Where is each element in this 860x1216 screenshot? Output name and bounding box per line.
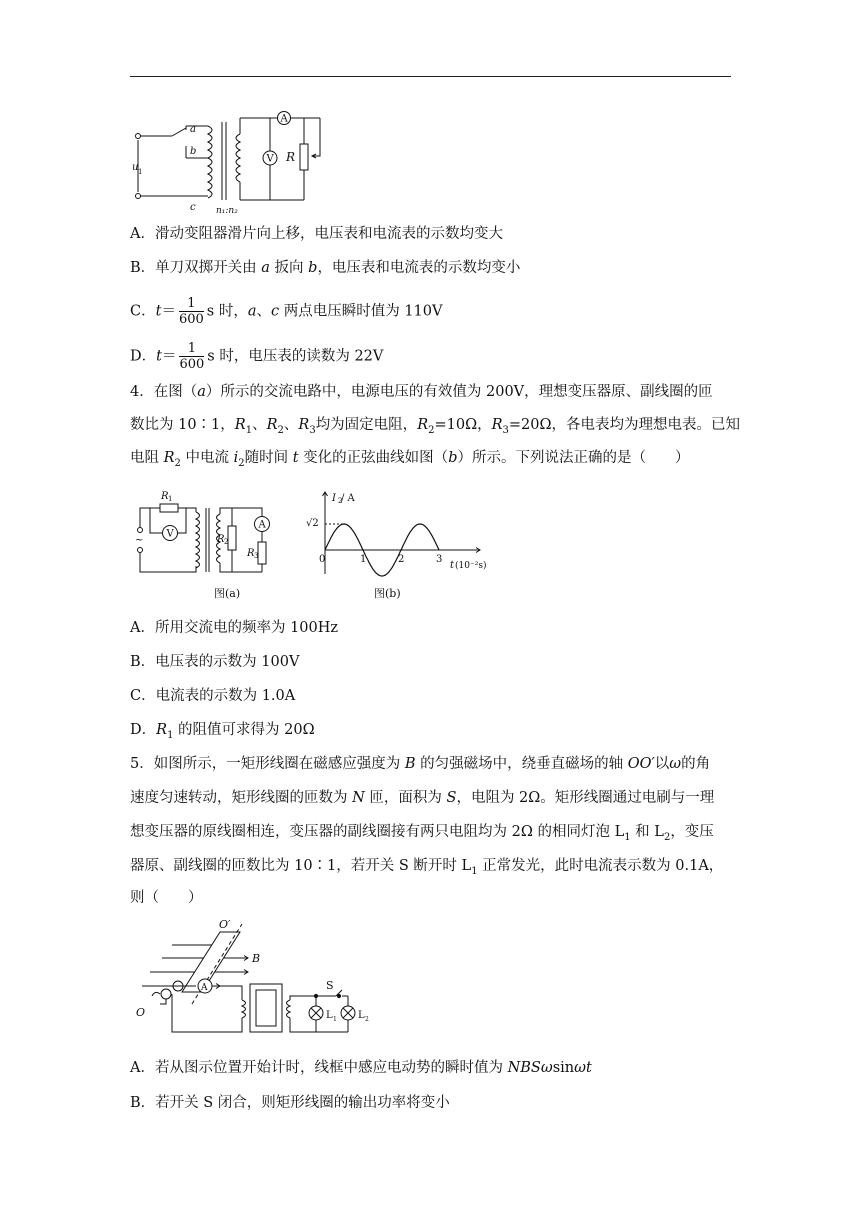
x-tick-label: 3 (436, 554, 443, 565)
input-voltage-label: u (132, 162, 139, 173)
input-voltage-subscript: 1 (138, 168, 143, 176)
header-rule (130, 76, 731, 77)
x-axis-unit: (10⁻²s) (455, 561, 487, 571)
y-axis-label: I (332, 493, 336, 504)
lamp-l1-subscript: 1 (333, 1016, 337, 1023)
figure-a-circuit (130, 486, 280, 601)
y-axis-unit: / A (341, 493, 355, 504)
r3-subscript: 3 (254, 552, 259, 560)
terminal-c-label: c (190, 202, 196, 213)
axis-o-label: O (136, 1006, 146, 1019)
q4-option-d: D．$R_1$ 的阻值可求得为 20Ω (130, 722, 315, 741)
q4-stem-line2: 数比为 10∶1，$R_1$、$R_2$、$R_3$均为固定电阻，$R_2=10\Omega$，$R_3=20\Omega$，各电表均为理想电表。已知 (130, 417, 741, 436)
q3-option-a: A．滑动变阻器滑片向上移，电压表和电流表的示数均变大 (130, 226, 503, 242)
figure-transformer-circuit (128, 104, 338, 216)
ac-source-symbol: ~ (135, 535, 144, 546)
q5-option-b: B．若开关 S 闭合，则矩形线圈的输出功率将变小 (130, 1095, 450, 1111)
q3-option-b: B．单刀双掷开关由 a 扳向 b，电压表和电流表的示数均变小 (130, 260, 521, 276)
fraction: $\frac{1}{600}$ (178, 296, 204, 327)
ammeter-label: A (201, 983, 208, 993)
figure-a-caption: 图(a) (214, 587, 241, 600)
resistor-label: R (286, 150, 296, 164)
q4-option-c: C．电流表的示数为 1.0A (130, 688, 296, 704)
q5-option-a: A．若从图示位置开始计时，线框中感应电动势的瞬时值为 NBSωsinωt (130, 1060, 592, 1076)
turns-ratio-label: n₁:n₂ (216, 206, 238, 216)
q5-stem-line2: 速度匀速转动，矩形线圈的匝数为 N 匝，面积为 S，电阻为 2Ω。矩形线圈通过电刷与一理 (130, 790, 715, 806)
ammeter-label: A (280, 113, 288, 125)
y-axis-subscript: 2 (338, 497, 343, 505)
fraction: $\frac{1}{600}$ (179, 341, 205, 372)
lamp-l2-label: L (358, 1010, 365, 1021)
x-tick-label: 0 (319, 554, 326, 565)
figure-generator-transformer (130, 918, 369, 1040)
q4-stem-line1: 4．在图（a）所示的交流电路中，电源电压的有效值为 200V，理想变压器原、副线圈的匝 (130, 384, 713, 400)
voltmeter-label: V (266, 153, 274, 165)
q3-option-d: D．t＝ $\frac{1}{600}$ s 时，电压表的读数为 22V (130, 341, 384, 372)
x-axis-label: t (450, 560, 455, 571)
q4-option-b: B．电压表的示数为 100V (130, 654, 300, 670)
r1-subscript: 1 (168, 495, 173, 503)
q5-stem-line4: 器原、副线圈的匝数比为 10∶1，若开关 S 断开时 $L_1$ 正常发光，此时电流表示数为 0.1A， (130, 858, 724, 877)
y-tick-peak: √2 (306, 518, 319, 529)
r1-label: R (161, 491, 169, 502)
ammeter-label: A (258, 519, 266, 531)
terminal-b-label: b (190, 146, 197, 157)
x-tick-label: 2 (398, 554, 405, 565)
lamp-l1-label: L (326, 1010, 333, 1021)
figure-b-chart (300, 486, 500, 601)
figure-b-caption: 图(b) (374, 587, 401, 600)
x-tick-label: 1 (360, 554, 367, 565)
r2-label: R (217, 534, 225, 545)
voltmeter-label: V (166, 528, 174, 540)
axis-o-prime-label: O′ (219, 918, 231, 931)
lamp-l2-subscript: 2 (365, 1016, 369, 1023)
q4-option-a: A．所用交流电的频率为 100Hz (130, 620, 339, 636)
terminal-a-label: a (190, 124, 196, 135)
q3-option-c: C．t＝ $\frac{1}{600}$ s 时，a、c 两点电压瞬时值为 110V (130, 296, 443, 327)
q5-stem-line1: 5．如图所示，一矩形线圈在磁感应强度为 B 的匀强磁场中，绕垂直磁场的轴 OO′以ω的角 (130, 756, 711, 772)
q5-stem-line3: 想变压器的原线圈相连，变压器的副线圈接有两只电阻均为 2Ω 的相同灯泡 $L_1$ 和 $L_2$，变压 (130, 824, 714, 843)
r2-subscript: 2 (224, 538, 229, 546)
q4-stem-line3: 电阻 $R_2$ 中电流 $i_2$随时间 t 变化的正弦曲线如图（b）所示。下列说法正确的是（ ） (130, 450, 690, 469)
switch-label: S (326, 979, 334, 992)
field-b-label: B (252, 952, 261, 965)
r3-label: R (247, 548, 255, 559)
q5-stem-line5: 则（ ） (130, 890, 203, 906)
